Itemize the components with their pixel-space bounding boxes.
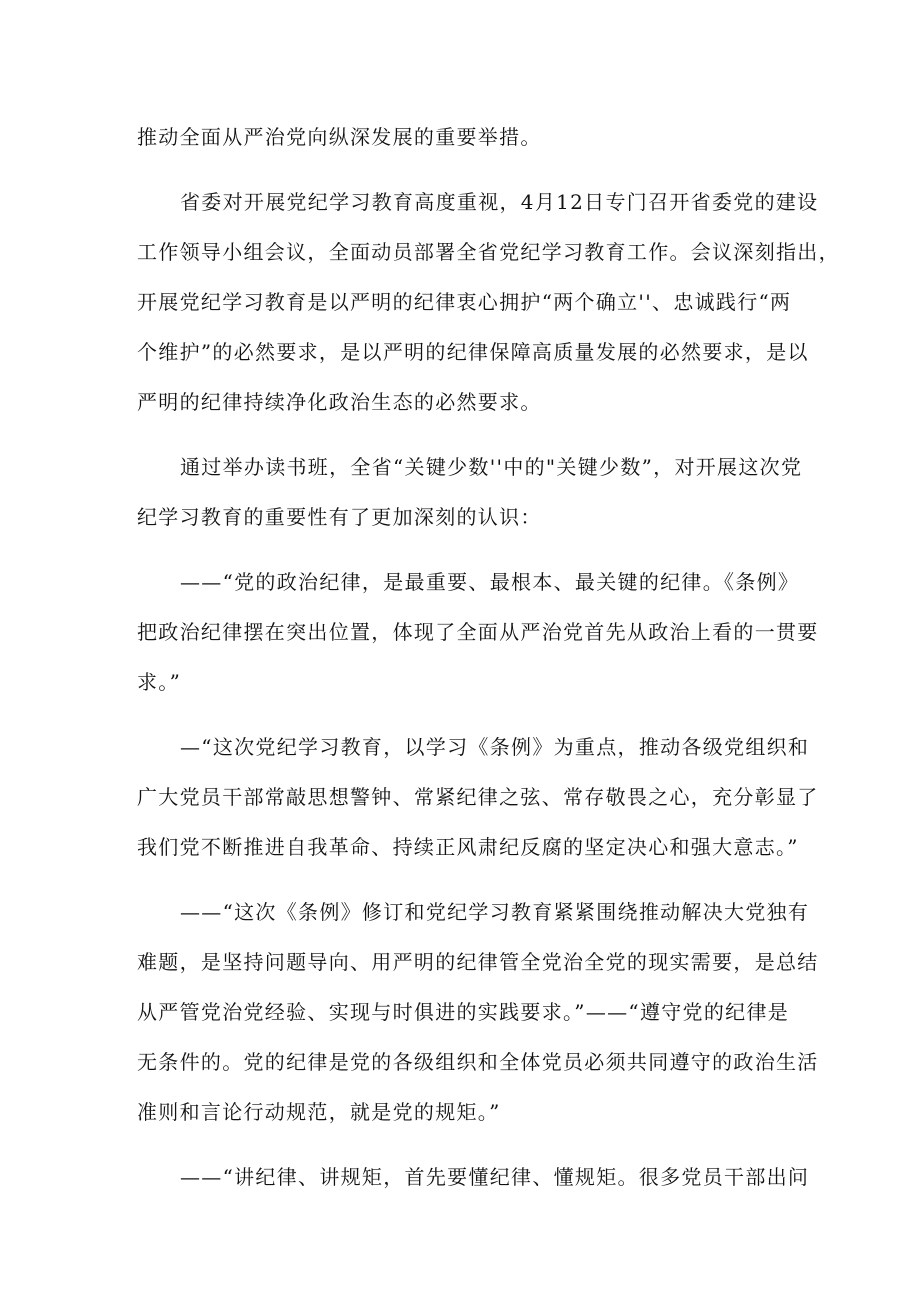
- text-line: 省委对开展党纪学习教育高度重视，4月12日专门召开省委党的建设: [180, 190, 819, 214]
- text-line: 准则和言论行动规范，就是党的规矩。”: [137, 1100, 501, 1124]
- text-line: 工作领导小组会议，全面动员部署全省党纪学习教育工作。会议深刻指出，: [137, 240, 840, 264]
- text-line: ——“讲纪律、讲规矩，首先要懂纪律、懂规矩。很多党员干部出问: [180, 1165, 810, 1189]
- text-line: 难题，是坚持问题导向、用严明的纪律管全党治全党的现实需要，是总结: [137, 950, 819, 974]
- text-line: 从严管党治党经验、实现与时俱进的实践要求。”——“遵守党的纪律是: [137, 1000, 790, 1024]
- text-line: 我们党不断推进自我革命、持续正风肃纪反腐的坚定决心和强大意志。”: [137, 835, 799, 859]
- text-line: 推动全面从严治党向纵深发展的重要举措。: [137, 125, 542, 149]
- text-line: ——“党的政治纪律，是最重要、最根本、最关键的纪律。《条例》: [180, 570, 800, 594]
- text-line: 纪学习教育的重要性有了更加深刻的认识：: [137, 505, 542, 529]
- text-line: ——“这次《条例》修订和党纪学习教育紧紧围绕推动解决大党独有: [180, 900, 810, 924]
- text-line: —“这次党纪学习教育，以学习《条例》为重点，推动各级党组织和: [180, 735, 810, 759]
- text-line: 求。”: [137, 670, 182, 694]
- text-line: 把政治纪律摆在突出位置，体现了全面从严治党首先从政治上看的一贯要: [137, 620, 819, 644]
- text-line: 通过举办读书班，全省“关键少数''中的"关键少数”，对开展这次党: [180, 455, 803, 479]
- text-line: 个维护”的必然要求，是以严明的纪律保障高质量发展的必然要求，是以: [137, 340, 809, 364]
- text-line: 严明的纪律持续净化政治生态的必然要求。: [137, 390, 542, 414]
- text-line: 广大党员干部常敲思想警钟、常紧纪律之弦、常存敬畏之心，充分彰显了: [137, 785, 819, 809]
- text-line: 无条件的。党的纪律是党的各级组织和全体党员必须共同遵守的政治生活: [137, 1050, 819, 1074]
- text-line: 开展党纪学习教育是以严明的纪律衷心拥护“两个确立''、忠诚践行“两: [137, 290, 792, 314]
